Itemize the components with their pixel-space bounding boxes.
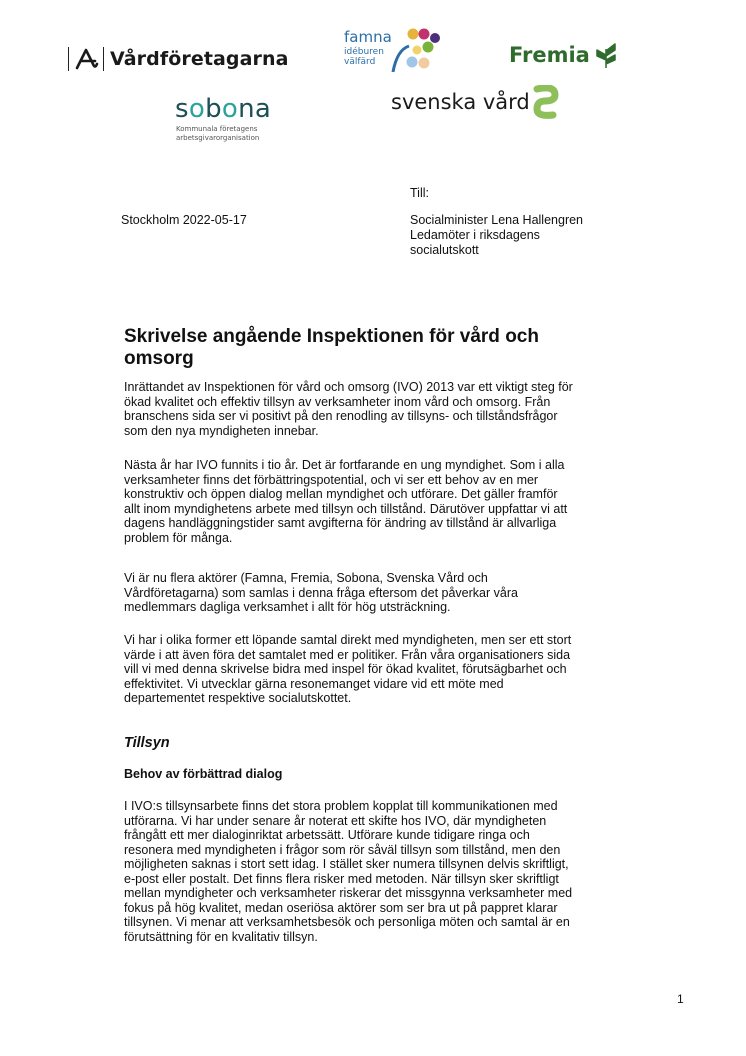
section-heading: Tillsyn: [124, 735, 170, 751]
sobona-tagline-1: Kommunala företagens: [176, 125, 258, 133]
text-line: problem för många.: [124, 530, 233, 545]
svenska-vard-logo: [391, 84, 559, 120]
famna-tagline-1: idéburen: [344, 47, 384, 57]
recipient-line: Socialminister Lena Hallengren: [410, 213, 584, 227]
fremia-leaf-icon: [595, 41, 617, 69]
text-line: allt inom myndighetens arbete med tillsyn och tillstånd. Därutöver uppfattar vi att: [124, 501, 568, 516]
recipient-list: [410, 213, 650, 258]
sobona-tagline-2: arbetsgivarorganisation: [176, 134, 260, 142]
text-line: värde i att även föra det samtalet med er politiker. Från våra organisationers sida: [124, 647, 571, 662]
text-line: Vi har i olika former ett löpande samtal direkt med myndigheten, men ser ett stort: [124, 633, 572, 647]
paragraph-supervision: [124, 799, 639, 944]
document-title: [124, 326, 624, 370]
text-line: resonera med myndigheten i frågor som rör såväl tillsyn som tillstånd, men den: [124, 842, 561, 857]
paragraph-actors: [124, 571, 639, 615]
text-line: medlemmars dagliga verksamhet i allt för hög utsträckning.: [124, 600, 451, 614]
paragraph-intro: [124, 380, 639, 438]
text-line: tillsynen. Vi menar att verksamhetsbesök och personliga möten och samtal är en: [124, 915, 570, 929]
fremia-wordmark: Fremia: [509, 43, 590, 67]
famna-logo: [343, 28, 443, 72]
text-line: fokus på hög kvalitet, medan oseriösa aktörer som ser bra ut på pappret klarar: [124, 900, 558, 915]
logo-divider: [68, 47, 69, 71]
text-line: frångått ett mer dialoginriktat arbetssätt. Utförare kunde tidigare ringa och: [124, 828, 530, 842]
text-line: förutsättning för en kvalitativ tillsyn.: [124, 929, 318, 944]
vardforetagarna-logo: [68, 46, 289, 72]
text-line: ökad kvalitet och effektiv tillsyn av verksamheter inom vård och omsorg. Från: [124, 394, 551, 409]
paragraph-dialogue: [124, 633, 639, 706]
text-line: möjligheten saknas i stort sett idag. I stället sker numera tillsynen delvis skriftligt,: [124, 857, 569, 871]
logo-divider: [103, 47, 104, 71]
svenska-vard-wordmark: svenska vård: [391, 90, 530, 114]
title-line: omsorg: [124, 348, 194, 369]
text-line: Inrättandet av Inspektionen för vård och omsorg (IVO) 2013 var ett viktigt steg för: [124, 380, 573, 394]
famna-wordmark: famna: [344, 28, 392, 46]
sobona-logo: [175, 94, 290, 146]
recipient-label: Till:: [410, 186, 429, 200]
famna-tagline-2: välfärd: [344, 57, 376, 67]
paragraph-ivo-ten-years: [124, 458, 639, 545]
text-line: I IVO:s tillsynsarbete finns det stora problem kopplat till kommunikationen med: [124, 799, 558, 813]
subheading: Behov av förbättrad dialog: [124, 767, 283, 781]
text-line: Vårdföretagarna) som samlas i denna fråga eftersom det påverkar våra: [124, 585, 518, 600]
title-line: Skrivelse angående Inspektionen för vård och: [124, 326, 539, 347]
vardforetagarna-mark-icon: [73, 47, 99, 71]
sobona-wordmark: sobona: [175, 94, 272, 124]
famna-dots-icon: [391, 28, 441, 72]
date-line: Stockholm 2022-05-17: [121, 213, 247, 227]
text-line: Vi är nu flera aktörer (Famna, Fremia, Sobona, Svenska Vård och: [124, 571, 488, 585]
text-line: konstruktiv och öppen dialog mellan myndighet och utförare. Det gäller framför: [124, 487, 558, 501]
text-line: e-post eller postalt. Det finns flera risker med metoden. När tillsyn sker skriftligt: [124, 871, 559, 886]
text-line: Nästa år har IVO funnits i tio år. Det är fortfarande en ung myndighet. Som i alla: [124, 458, 565, 472]
recipient-line: socialutskott: [410, 243, 479, 257]
text-line: dagens handläggningstider samt avgifterna för ändring av tillstånd är allvarliga: [124, 516, 557, 530]
recipient-line: Ledamöter i riksdagens: [410, 228, 540, 242]
vardforetagarna-wordmark: Vårdföretagarna: [110, 48, 289, 70]
text-line: branschens sida ser vi positivt på den renodling av tillsyns- och tillståndsfrågor: [124, 409, 558, 423]
text-line: effektivitet. Vi utvecklar gärna resonemanget vidare vid ett möte med: [124, 676, 504, 691]
text-line: vill vi med denna skrivelse bidra med inspel för ökad kvalitet, förutsägbarhet och: [124, 662, 567, 676]
fremia-logo: [509, 40, 617, 70]
text-line: mellan myndigheter och verksamheter riskerar det missgynna verksamheter med: [124, 886, 573, 900]
text-line: som den nya myndigheten innebar.: [124, 423, 319, 438]
svenska-vard-leaf-icon: [533, 85, 559, 119]
page-number: 1: [677, 992, 684, 1006]
text-line: utförarna. Vi har under senare år noterat ett skifte hos IVO, där myndigheten: [124, 813, 547, 828]
text-line: verksamheter finns det förbättringspotential, och vi ser ett behov av en mer: [124, 472, 539, 487]
text-line: departementet respektive socialutskottet.: [124, 691, 352, 705]
